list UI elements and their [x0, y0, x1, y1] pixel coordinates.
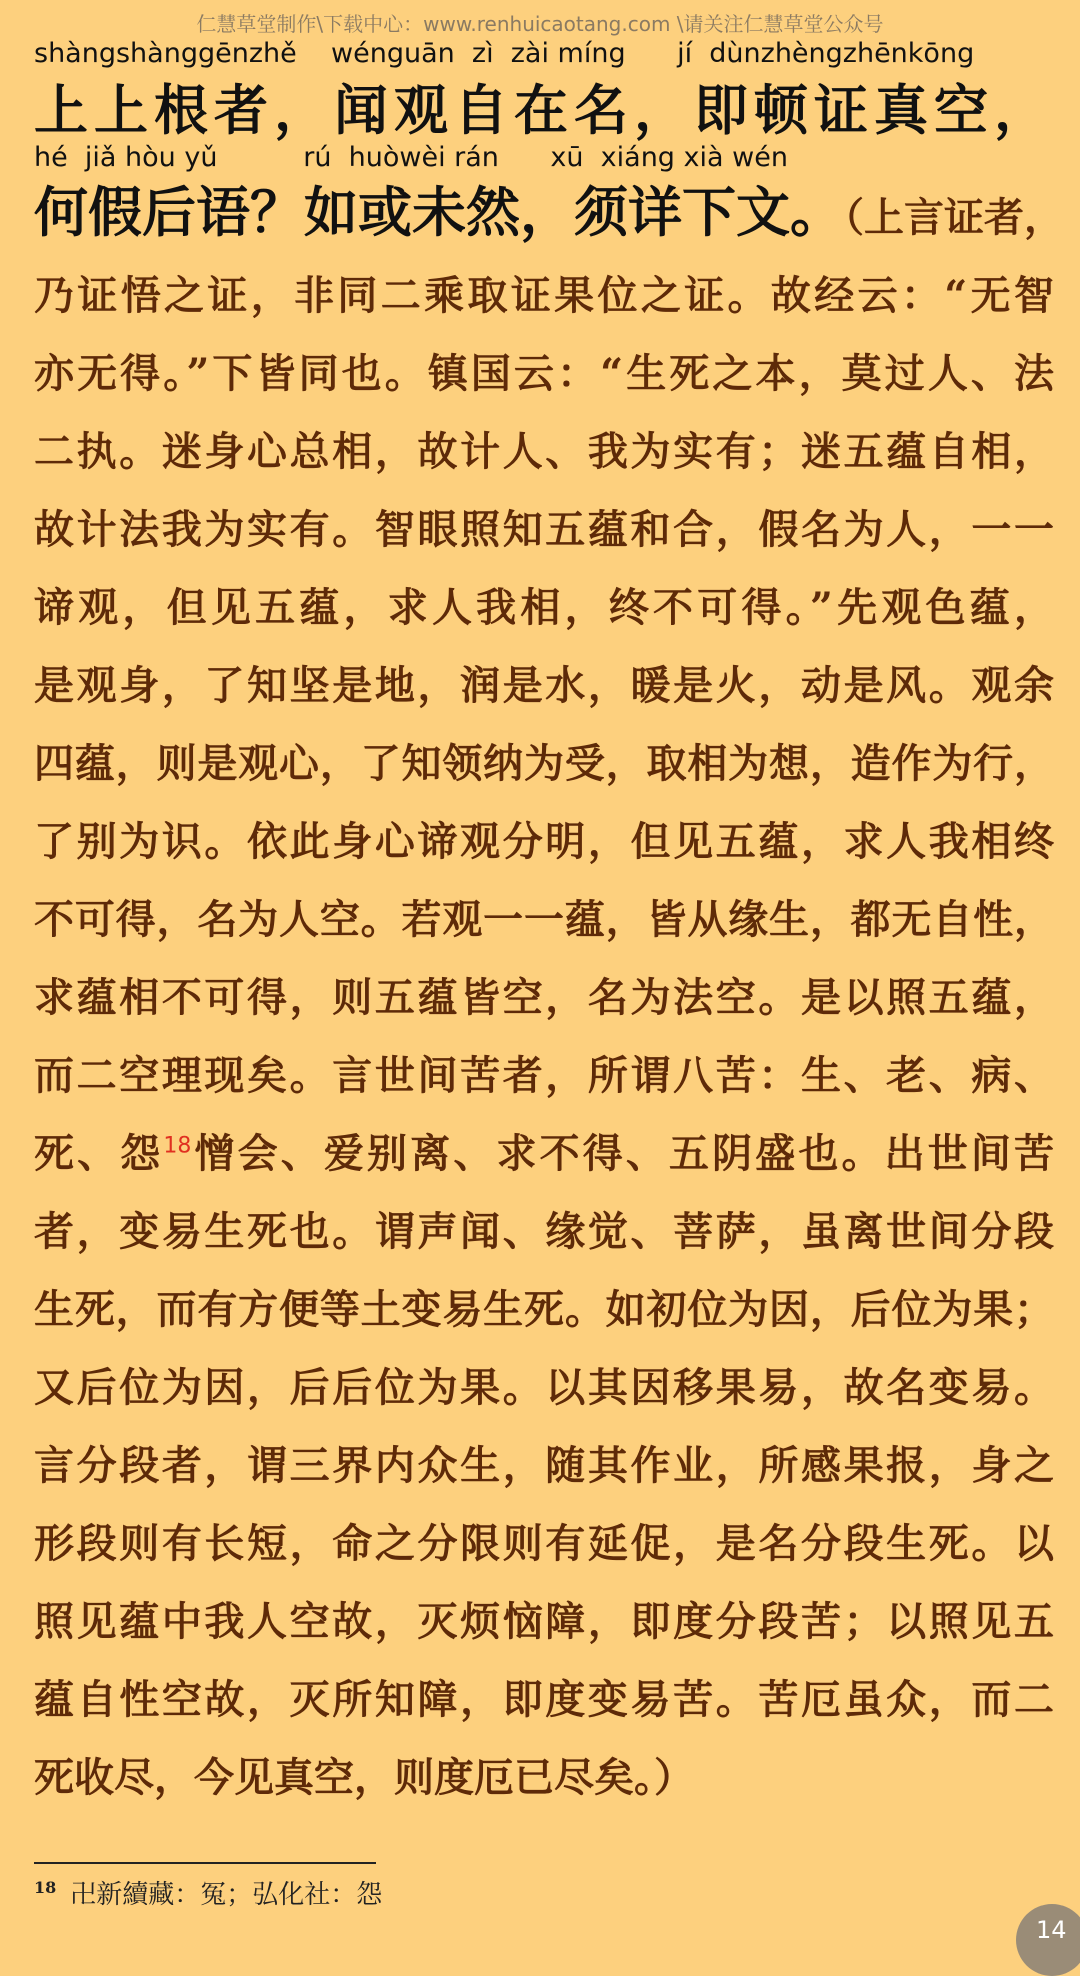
- commentary-line: 言分段者，谓三界内众生，随其作业，所感果报，身之: [34, 1442, 1054, 1489]
- commentary-line: 者，变易生死也。谓声闻、缘觉、菩萨，虽离世间分段: [34, 1208, 1054, 1255]
- page-number: 14: [1036, 1916, 1067, 1944]
- commentary-line: 乃证悟之证，非同二乘取证果位之证。故经云：“无智: [34, 272, 1054, 319]
- commentary-line-12-part-2: 憎会、爱别离、求不得、五阴盛也。出世间苦: [191, 1130, 1055, 1177]
- commentary-line: 蕴自性空故，灭所知障，即度变易苦。苦厄虽众，而二: [34, 1676, 1054, 1723]
- footnote-number: 18: [34, 1878, 57, 1898]
- footnote-reference-mark[interactable]: 18: [163, 1133, 192, 1159]
- verse-pinyin-line-2: hé jiǎ hòu yǔ rú huòwèi rán xū xiáng xià wén: [34, 142, 788, 173]
- commentary-line: 照见蕴中我人空故，灭烦恼障，即度分段苦；以照见五: [34, 1598, 1054, 1645]
- commentary-opening: （上言证者，: [844, 194, 1064, 241]
- verse-pinyin-line-1: shàngshànggēnzhě wénguān zì zài míng jí dùnzhèngzhēnkōng: [34, 38, 975, 69]
- watermark-header: 仁慧草堂制作\下载中心：www.renhuicaotang.com \请关注仁慧草堂公众号: [196, 12, 884, 36]
- footnote: [34, 1874, 382, 1911]
- verse-text-line-2: [34, 170, 1064, 247]
- footnote-text: 卍新續藏：冤；弘化社：怨: [70, 1880, 383, 1910]
- commentary-line: 而二空理现矣。言世间苦者，所谓八苦：生、老、病、: [34, 1052, 1054, 1099]
- commentary-line: 二执。迷身心总相，故计人、我为实有；迷五蕴自相，: [34, 428, 1054, 475]
- commentary-line: 生死，而有方便等土变易生死。如初位为因，后位为果；: [34, 1286, 1054, 1333]
- footnote-divider: [34, 1862, 376, 1864]
- commentary-line: [34, 1122, 1054, 1179]
- commentary-line: 不可得，名为人空。若观一一蕴，皆从缘生，都无自性，: [34, 896, 1054, 943]
- commentary-line: 四蕴，则是观心，了知领纳为受，取相为想，造作为行，: [34, 740, 1054, 787]
- commentary-line: 了别为识。依此身心谛观分明，但见五蕴，求人我相终: [34, 818, 1054, 865]
- commentary-line: 谛观，但见五蕴，求人我相，终不可得。”先观色蕴，: [34, 584, 1054, 631]
- verse-text-line-1: 上上根者，闻观自在名，即顿证真空，: [34, 79, 1054, 142]
- verse-text-line-2-text: 何假后语？如或未然，须详下文。: [34, 181, 844, 244]
- page-number-badge: [1016, 1904, 1080, 1976]
- commentary-line: 是观身，了知坚是地，润是水，暖是火，动是风。观余: [34, 662, 1054, 709]
- commentary-line: 又后位为因，后后位为果。以其因移果易，故名变易。: [34, 1364, 1054, 1411]
- commentary-line: 故计法我为实有。智眼照知五蕴和合，假名为人，一一: [34, 506, 1054, 553]
- commentary-line: 形段则有长短，命之分限则有延促，是名分段生死。以: [34, 1520, 1054, 1567]
- commentary-line: 求蕴相不可得，则五蕴皆空，名为法空。是以照五蕴，: [34, 974, 1054, 1021]
- commentary-line-12-part-1: 死、怨: [34, 1130, 164, 1177]
- commentary-line: 死收尽，今见真空，则度厄已尽矣。）: [34, 1754, 694, 1801]
- commentary-line: 亦无得。”下皆同也。镇国云：“生死之本，莫过人、法: [34, 350, 1054, 397]
